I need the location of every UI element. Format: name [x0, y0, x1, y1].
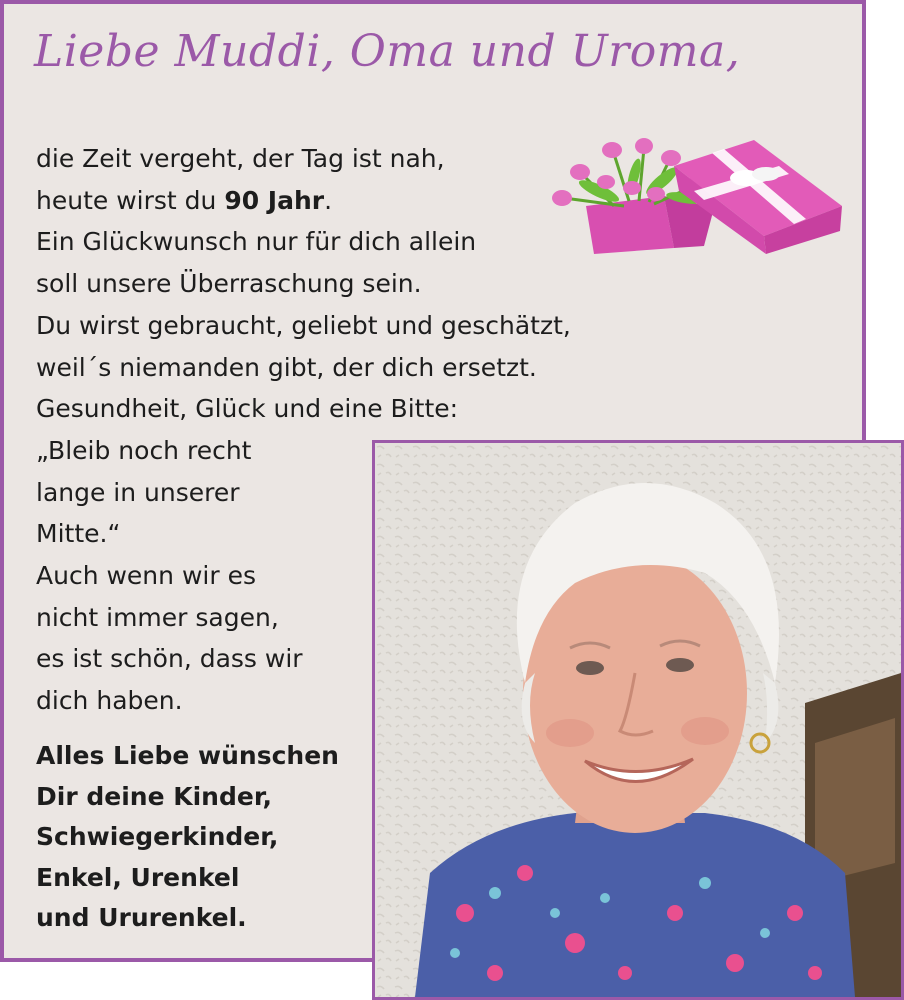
poem-line: lange in unserer [36, 477, 240, 507]
poem-line: Du wirst gebraucht, geliebt und geschätzt, [36, 310, 571, 340]
signoff-line: Enkel, Urenkel [36, 862, 240, 892]
signoff-line: Schwiegerkinder, [36, 822, 279, 851]
signoff [36, 736, 376, 939]
poem-line: Mitte.“ [36, 519, 121, 549]
poem-line: Ein Glückwunsch nur für dich allein [36, 227, 477, 257]
poem-line: dich haben. [36, 686, 183, 716]
signoff-line: Dir deine Kinder, [36, 781, 272, 811]
gift-box-with-tulips-image [544, 136, 844, 256]
signoff-line: Alles Liebe wünschen [36, 741, 339, 770]
poem-line: „Bleib noch recht [36, 435, 252, 465]
age-highlight: 90 Jahr [224, 185, 325, 215]
poem-line: Auch wenn wir es [36, 561, 256, 591]
poem-line: heute wirst du 90 Jahr. [36, 185, 333, 215]
poem-line: es ist schön, dass wir [36, 644, 303, 674]
poem-line: soll unsere Überraschung sein. [36, 269, 422, 299]
signoff-line: und Ururenkel. [36, 903, 247, 932]
poem-line: weil´s niemanden gibt, der dich ersetzt. [36, 352, 537, 382]
headline: Liebe Muddi, Oma und Uroma, [34, 26, 741, 77]
poem-line: nicht immer sagen, [36, 602, 279, 632]
portrait-photo [372, 440, 904, 1000]
poem-line: Gesundheit, Glück und eine Bitte: [36, 394, 459, 424]
poem-line: die Zeit vergeht, der Tag ist nah, [36, 144, 445, 173]
